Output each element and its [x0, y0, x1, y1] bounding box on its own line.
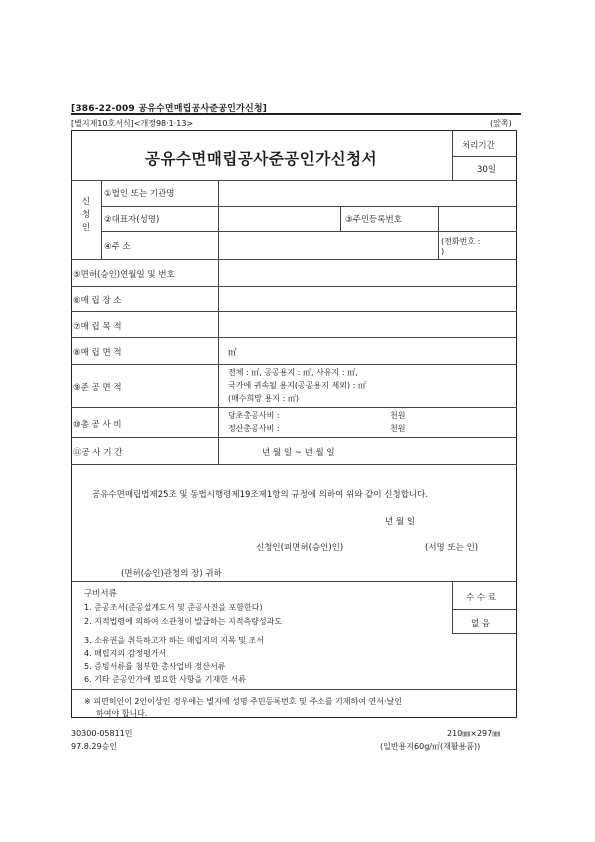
settled-cost-label: 정산총공사비 : — [228, 424, 280, 433]
settled-cost-unit: 천원 — [390, 424, 406, 433]
required-documents-title: 구비서류 — [84, 589, 117, 599]
document-item: 3. 소유권을 취득하고자 하는 매립지의 지목 및 조서 — [84, 636, 264, 645]
document-item: 2. 지적법령에 의하여 소관청이 발급하는 지적측량성과도 — [84, 617, 283, 626]
total-cost-label: ⑩총 공 사 비 — [73, 420, 122, 430]
area-unit: ㎡ — [228, 348, 237, 358]
fee-label: 수 수 료 — [466, 593, 497, 603]
resident-number-label: ③주민등록번호 — [345, 215, 402, 225]
document-item: 1. 준공조서(준공설계도서 및 준공사진을 포함한다) — [84, 603, 263, 612]
corporation-name-label: ①법인 또는 기관명 — [104, 189, 175, 199]
signature-note: ※ 피면허인이 2인이상인 경우에는 별지에 성명 주민등록번호 및 주소를 기재하여 연서·날인 — [84, 697, 402, 706]
applicant-section-label: 신청인 — [81, 197, 91, 233]
area-label: ⑧매 립 면 적 — [73, 348, 122, 358]
applicant-signature-label: 신청인(피면허(승인)인) — [256, 543, 344, 553]
site-label: ⑥매 립 장 소 — [73, 296, 122, 306]
approval-date: 97.8.29승인 — [71, 742, 117, 751]
page-side-label: (앞쪽) — [490, 119, 512, 128]
heading-rule — [71, 113, 521, 115]
addressee: (면허(승인)관청의 장) 귀하 — [121, 569, 222, 579]
application-statement: 공유수면매립법제25조 및 동법시행령제19조제1항의 규정에 의하여 위와 같이 신청합니다. — [92, 490, 429, 500]
paper-size: 210㎜×297㎜ — [447, 729, 501, 738]
original-cost-label: 당초총공사비 : — [228, 411, 280, 420]
form-code: 30300-05811민 — [71, 729, 133, 738]
construction-period-label: ⑪공 사 기 간 — [73, 448, 123, 458]
signature-note-cont: 하여야 합니다. — [96, 709, 148, 718]
paper-spec: (일반용지60g/㎡(재활용품)) — [380, 742, 481, 751]
processing-period-value: 30일 — [477, 165, 497, 175]
representative-label: ②대표자(성명) — [104, 215, 160, 225]
phone-label: (전화번호 : — [441, 237, 481, 246]
completion-line-2: 국가에 귀속될 용지(공공용지 제외) : ㎡ — [228, 381, 366, 390]
original-cost-unit: 천원 — [390, 411, 406, 420]
form-title: 공유수면매립공사준공인가신청서 — [145, 150, 378, 168]
document-item: 5. 증빙서류를 첨부한 총사업비 정산서류 — [84, 662, 226, 671]
completion-line-3: (매수희망 용지 : ㎡) — [228, 394, 299, 403]
signature-or-seal: (서명 또는 인) — [425, 543, 479, 553]
purpose-label: ⑦매 립 목 적 — [73, 322, 122, 332]
address-label: ④주 소 — [104, 242, 131, 252]
construction-period-value: 년 월 일 ~ 년 월 일 — [262, 448, 335, 458]
processing-period-label: 처리기간 — [462, 141, 495, 151]
application-date: 년 월 일 — [385, 517, 416, 527]
phone-close: ) — [441, 247, 445, 256]
completion-line-1: 전체 : ㎡, 공공용지 : ㎡, 사유지 : ㎡, — [228, 368, 358, 377]
document-item: 6. 기타 준공인가에 필요한 사항을 기재한 서류 — [84, 675, 246, 684]
form-heading: [386-22-009 공유수면매립공사준공인가신청] — [71, 104, 268, 114]
document-item: 4. 매립지의 감정평가서 — [84, 649, 167, 658]
form-reference: [별지제10호서식]<개정98·1·13> — [71, 119, 194, 128]
fee-value: 없 음 — [471, 619, 491, 629]
completion-area-label: ⑨준 공 면 적 — [73, 383, 122, 393]
license-date-label: ⑤면허(승인)연월일 및 번호 — [73, 270, 175, 280]
